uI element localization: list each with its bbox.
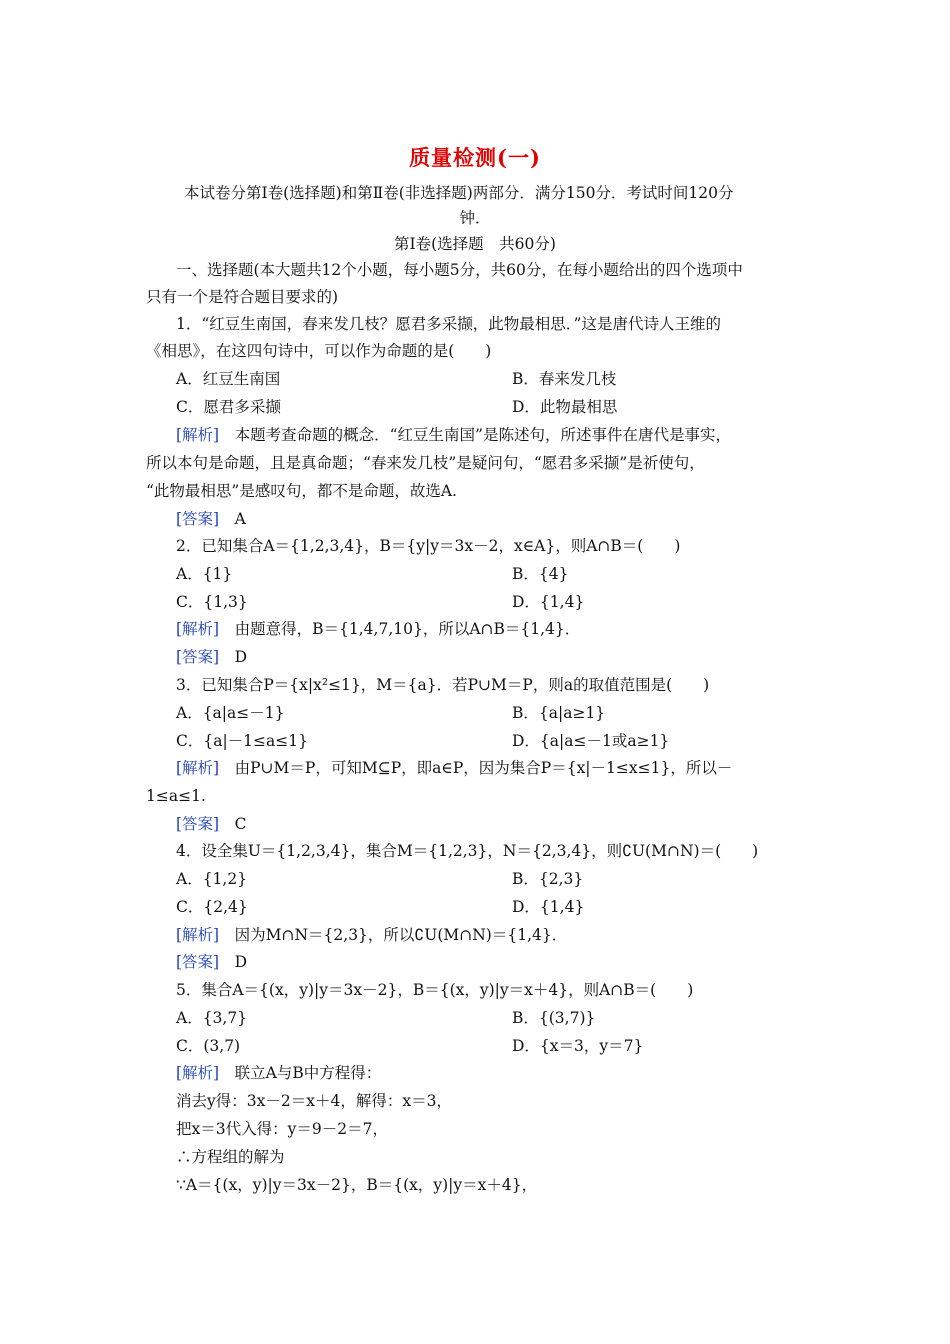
q5-option-d: D．{x＝3，y＝7}	[512, 1037, 644, 1055]
analysis-tag: [解析]	[176, 426, 220, 444]
q5-step-3: ∴方程组的解为	[176, 1148, 285, 1166]
q5-analysis	[176, 1063, 381, 1083]
q4-analysis	[176, 925, 567, 945]
q2-option-c: C．{1,3}	[176, 593, 248, 611]
q3-answer	[176, 814, 247, 834]
q2-option-b: B．{4}	[512, 565, 569, 583]
q1-analysis-line-3: “此物最相思”是感叹句，都不是命题，故选A.	[146, 482, 457, 500]
q2-stem: 2．已知集合A＝{1,2,3,4}，B＝{y|y＝3x－2，x∈A}，则A∩B＝( )	[176, 537, 681, 555]
q3-stem: 3．已知集合P＝{x|x²≤1}，M＝{a}．若P∪M＝P，则a的取值范围是( )	[176, 676, 710, 694]
q1-option-a: A．红豆生南国	[176, 370, 281, 388]
q4-option-c: C．{2,4}	[176, 898, 248, 916]
intro-line-1: 本试卷分第Ⅰ卷(选择题)和第Ⅱ卷(非选择题)两部分．满分150分．考试时间120分	[184, 184, 734, 202]
q4-answer	[176, 952, 247, 972]
q1-stem-line-2: 《相思》，在这四句诗中，可以作为命题的是( )	[146, 342, 492, 360]
q5-option-b: B．{(3,7)}	[512, 1009, 596, 1027]
part1-instruction-line-2: 只有一个是符合题目要求的)	[146, 288, 339, 306]
q1-option-c: C．愿君多采撷	[176, 398, 281, 416]
q1-option-d: D．此物最相思	[512, 398, 618, 416]
q5-stem: 5．集合A＝{(x，y)|y＝3x－2}，B＝{(x，y)|y＝x＋4}，则A∩B＝( )	[176, 981, 694, 999]
intro-line-2: 钟．	[459, 209, 491, 227]
analysis-tag: [解析]	[176, 926, 220, 944]
q3-analysis-line-1	[176, 758, 732, 778]
q1-analysis-line-2: 所以本句是命题，且是真命题；“春来发几枝”是疑问句，“愿君多采撷”是祈使句，	[146, 454, 705, 472]
analysis-tag: [解析]	[176, 620, 220, 638]
analysis-tag: [解析]	[176, 759, 220, 777]
q3-analysis-line-2: 1≤a≤1.	[146, 787, 206, 805]
q1-option-b: B．春来发几枝	[512, 370, 617, 388]
q3-option-b: B．{a|a≥1}	[512, 704, 606, 722]
q4-analysis-text: 因为M∩N＝{2,3}，所以∁U(M∩N)＝{1,4}．	[234, 926, 568, 944]
q1-analysis-line-1	[176, 425, 731, 445]
q5-analysis-text: 联立A与B中方程得：	[234, 1064, 382, 1082]
q5-step-1: 消去y得：3x－2＝x＋4，解得：x＝3，	[176, 1092, 452, 1110]
q2-answer-value: D	[234, 648, 248, 666]
q3-option-a: A．{a|a≤－1}	[176, 704, 285, 722]
q2-analysis	[176, 619, 580, 639]
q5-step-2: 把x＝3代入得：y＝9－2＝7，	[176, 1120, 388, 1138]
answer-tag: [答案]	[176, 815, 220, 833]
q4-option-b: B．{2,3}	[512, 870, 584, 888]
q1-answer	[176, 509, 246, 529]
q3-answer-value: C	[234, 815, 247, 833]
q1-analysis-text: 本题考查命题的概念．“红豆生南国”是陈述句，所述事件在唐代是事实，	[234, 426, 731, 444]
q3-option-d: D．{a|a≤－1或a≥1}	[512, 732, 670, 750]
q4-option-a: A．{1,2}	[176, 870, 248, 888]
q2-option-d: D．{1,4}	[512, 593, 585, 611]
q4-answer-value: D	[234, 953, 248, 971]
answer-tag: [答案]	[176, 953, 220, 971]
answer-tag: [答案]	[176, 510, 220, 528]
q3-analysis-text: 由P∪M＝P，可知M⊆P，即a∈P，因为集合P＝{x|－1≤x≤1}，所以－	[234, 759, 733, 777]
q4-option-d: D．{1,4}	[512, 898, 585, 916]
analysis-tag: [解析]	[176, 1064, 220, 1082]
answer-tag: [答案]	[176, 648, 220, 666]
q2-answer	[176, 647, 247, 667]
part1-instruction-line-1: 一、选择题(本大题共12个小题，每小题5分，共60分，在每小题给出的四个选项中	[176, 261, 743, 279]
q2-analysis-text: 由题意得，B＝{1,4,7,10}，所以A∩B＝{1,4}．	[234, 620, 581, 638]
q5-step-4: ∵A＝{(x，y)|y＝3x－2}，B＝{(x，y)|y＝x＋4}，	[176, 1176, 538, 1194]
q5-option-a: A．{3,7}	[176, 1009, 248, 1027]
page-title: 质量检测(一)	[409, 145, 541, 170]
q1-stem-line-1: 1．“红豆生南国，春来发几枝？愿君多采撷，此物最相思．”这是唐代诗人王维的	[176, 315, 721, 333]
q1-answer-value: A	[234, 510, 246, 528]
q5-option-c: C．(3,7)	[176, 1037, 241, 1055]
q3-option-c: C．{a|－1≤a≤1}	[176, 732, 308, 750]
section-header: 第Ⅰ卷(选择题 共60分)	[394, 235, 556, 253]
q4-stem: 4．设全集U＝{1,2,3,4}，集合M＝{1,2,3}，N＝{2,3,4}，则∁U(M∩N)＝( )	[176, 842, 759, 860]
q2-option-a: A．{1}	[176, 565, 233, 583]
